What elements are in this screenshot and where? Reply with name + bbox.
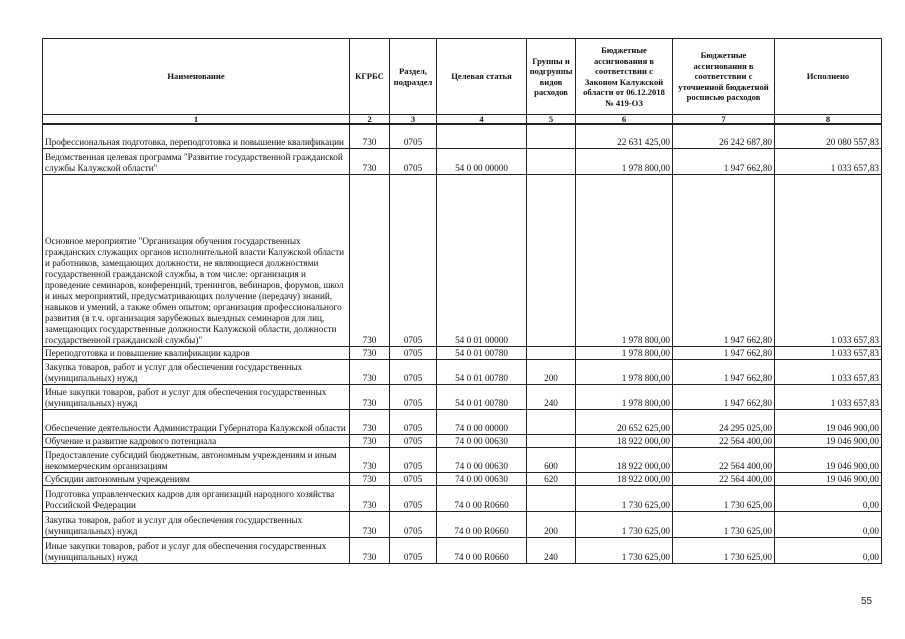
row-name: Ведомственная целевая программа "Развитие государственной гражданской службы Калужской области" xyxy=(43,148,350,174)
row-name: Закупка товаров, работ и услуг для обеспечения государственных (муниципальных) нужд xyxy=(43,359,350,384)
row-name: Профессиональная подготовка, переподготовка и повышение квалификации xyxy=(43,124,350,148)
row-kgrbs: 730 xyxy=(350,384,390,409)
row-kgrbs: 730 xyxy=(350,174,390,346)
header-executed: Исполнено xyxy=(775,39,882,115)
row-refined-amount: 26 242 687,80 xyxy=(673,124,775,148)
row-target-item: 74 0 00 R0660 xyxy=(437,485,527,511)
row-executed-amount: 19 046 900,00 xyxy=(775,447,882,472)
row-name: Обучение и развитие кадрового потенциала xyxy=(43,434,350,447)
row-executed-amount: 20 080 557,83 xyxy=(775,124,882,148)
row-section: 0705 xyxy=(390,174,437,346)
column-number: 5 xyxy=(527,115,576,125)
header-law-allocations: Бюджетные ассигнования в соответствии с Законом Калужской области от 06.12.2018 № 419-ОЗ xyxy=(576,39,673,115)
row-executed-amount: 1 033 657,83 xyxy=(775,384,882,409)
row-expense-group: 600 xyxy=(527,447,576,472)
row-name: Субсидии автономным учреждениям xyxy=(43,472,350,485)
header-kgrbs: КГРБС xyxy=(350,39,390,115)
row-refined-amount: 1 947 662,80 xyxy=(673,359,775,384)
row-name: Иные закупки товаров, работ и услуг для обеспечения государственных (муниципальных) нужд xyxy=(43,537,350,563)
row-law-amount: 1 730 625,00 xyxy=(576,485,673,511)
row-name: Подготовка управленческих кадров для организаций народного хозяйства Российской Федерации xyxy=(43,485,350,511)
row-law-amount: 22 631 425,00 xyxy=(576,124,673,148)
table-row xyxy=(43,409,882,434)
row-law-amount: 18 922 000,00 xyxy=(576,447,673,472)
row-executed-amount: 19 046 900,00 xyxy=(775,434,882,447)
table-row xyxy=(43,359,882,384)
row-target-item: 54 0 01 00780 xyxy=(437,346,527,359)
row-kgrbs: 730 xyxy=(350,409,390,434)
row-target-item: 54 0 01 00000 xyxy=(437,174,527,346)
header-section: Раздел, подраздел xyxy=(390,39,437,115)
row-target-item: 54 0 01 00780 xyxy=(437,359,527,384)
table-row xyxy=(43,511,882,537)
row-section: 0705 xyxy=(390,148,437,174)
row-section: 0705 xyxy=(390,346,437,359)
row-expense-group: 200 xyxy=(527,359,576,384)
row-kgrbs: 730 xyxy=(350,485,390,511)
row-target-item: 74 0 00 00000 xyxy=(437,409,527,434)
row-target-item: 54 0 00 00000 xyxy=(437,148,527,174)
header-expense-group: Группы и подгруппы видов расходов xyxy=(527,39,576,115)
row-refined-amount: 1 730 625,00 xyxy=(673,537,775,563)
row-refined-amount: 1 730 625,00 xyxy=(673,485,775,511)
row-target-item: 74 0 00 R0660 xyxy=(437,511,527,537)
row-refined-amount: 1 730 625,00 xyxy=(673,511,775,537)
table-row xyxy=(43,434,882,447)
page-number: 55 xyxy=(861,596,873,607)
row-law-amount: 18 922 000,00 xyxy=(576,472,673,485)
row-section: 0705 xyxy=(390,409,437,434)
row-law-amount: 1 730 625,00 xyxy=(576,537,673,563)
row-section: 0705 xyxy=(390,384,437,409)
row-expense-group: 240 xyxy=(527,384,576,409)
column-number: 3 xyxy=(390,115,437,125)
header-target-item: Целевая статья xyxy=(437,39,527,115)
row-law-amount: 1 978 800,00 xyxy=(576,384,673,409)
table-row xyxy=(43,346,882,359)
row-kgrbs: 730 xyxy=(350,447,390,472)
row-executed-amount: 1 033 657,83 xyxy=(775,174,882,346)
row-kgrbs: 730 xyxy=(350,124,390,148)
header-name: Наименование xyxy=(43,39,350,115)
row-target-item: 74 0 00 00630 xyxy=(437,434,527,447)
row-kgrbs: 730 xyxy=(350,148,390,174)
row-kgrbs: 730 xyxy=(350,346,390,359)
row-expense-group xyxy=(527,485,576,511)
budget-table xyxy=(42,38,882,564)
row-executed-amount: 0,00 xyxy=(775,537,882,563)
row-expense-group xyxy=(527,124,576,148)
row-target-item: 74 0 00 R0660 xyxy=(437,537,527,563)
row-executed-amount: 0,00 xyxy=(775,511,882,537)
table-row xyxy=(43,485,882,511)
row-name: Основное мероприятие "Организация обучения государственных гражданских служащих органов исполнительной власти Калужской области и работников, замещающих должности, не являющиеся должностями государственной гражданской службы, в том числе: организация и проведение семинаров, конференций, тренингов, вебинаров, форумов, школ и иных мероприятий, предусматривающих получение (передачу) знаний, навыков и умений, а также обмен опытом; организация профессионального развития (в т.ч. организация зарубежных выездных семинаров для лиц, замещающих государственные должности Калужской области, должности государственной гражданской службы)" xyxy=(43,174,350,346)
row-expense-group: 240 xyxy=(527,537,576,563)
row-law-amount: 1 978 800,00 xyxy=(576,148,673,174)
column-number: 4 xyxy=(437,115,527,125)
row-law-amount: 1 730 625,00 xyxy=(576,511,673,537)
row-executed-amount: 19 046 900,00 xyxy=(775,409,882,434)
column-number: 8 xyxy=(775,115,882,125)
row-refined-amount: 22 564 400,00 xyxy=(673,434,775,447)
row-target-item: 74 0 00 00630 xyxy=(437,472,527,485)
row-executed-amount: 0,00 xyxy=(775,485,882,511)
table-row xyxy=(43,447,882,472)
row-section: 0705 xyxy=(390,124,437,148)
row-executed-amount: 1 033 657,83 xyxy=(775,346,882,359)
table-row xyxy=(43,148,882,174)
row-kgrbs: 730 xyxy=(350,359,390,384)
row-section: 0705 xyxy=(390,447,437,472)
row-refined-amount: 22 564 400,00 xyxy=(673,472,775,485)
row-name: Переподготовка и повышение квалификации кадров xyxy=(43,346,350,359)
row-law-amount: 1 978 800,00 xyxy=(576,359,673,384)
row-target-item xyxy=(437,124,527,148)
header-refined-allocations: Бюджетные ассигнования в соответствии с уточненной бюджетной росписью расходов xyxy=(673,39,775,115)
row-section: 0705 xyxy=(390,434,437,447)
table-row xyxy=(43,384,882,409)
row-refined-amount: 1 947 662,80 xyxy=(673,174,775,346)
row-section: 0705 xyxy=(390,537,437,563)
column-number-row xyxy=(43,115,882,125)
row-expense-group: 200 xyxy=(527,511,576,537)
row-expense-group: 620 xyxy=(527,472,576,485)
row-refined-amount: 1 947 662,80 xyxy=(673,384,775,409)
table-row xyxy=(43,174,882,346)
row-section: 0705 xyxy=(390,485,437,511)
row-target-item: 54 0 01 00780 xyxy=(437,384,527,409)
row-section: 0705 xyxy=(390,359,437,384)
row-law-amount: 20 652 625,00 xyxy=(576,409,673,434)
row-law-amount: 1 978 800,00 xyxy=(576,174,673,346)
table-row xyxy=(43,472,882,485)
column-number: 7 xyxy=(673,115,775,125)
row-executed-amount: 1 033 657,83 xyxy=(775,148,882,174)
column-number: 1 xyxy=(43,115,350,125)
row-expense-group xyxy=(527,346,576,359)
row-expense-group xyxy=(527,434,576,447)
row-name: Предоставление субсидий бюджетным, автономным учреждениям и иным некоммерческим организациям xyxy=(43,447,350,472)
row-kgrbs: 730 xyxy=(350,472,390,485)
row-refined-amount: 22 564 400,00 xyxy=(673,447,775,472)
column-number: 2 xyxy=(350,115,390,125)
row-expense-group xyxy=(527,174,576,346)
row-name: Обеспечение деятельности Администрации Губернатора Калужской области xyxy=(43,409,350,434)
row-kgrbs: 730 xyxy=(350,537,390,563)
row-name: Иные закупки товаров, работ и услуг для обеспечения государственных (муниципальных) нужд xyxy=(43,384,350,409)
row-kgrbs: 730 xyxy=(350,511,390,537)
header-row xyxy=(43,39,882,115)
row-law-amount: 1 978 800,00 xyxy=(576,346,673,359)
row-executed-amount: 1 033 657,83 xyxy=(775,359,882,384)
row-name: Закупка товаров, работ и услуг для обеспечения государственных (муниципальных) нужд xyxy=(43,511,350,537)
row-target-item: 74 0 00 00630 xyxy=(437,447,527,472)
table-row xyxy=(43,537,882,563)
row-kgrbs: 730 xyxy=(350,434,390,447)
row-law-amount: 18 922 000,00 xyxy=(576,434,673,447)
row-expense-group xyxy=(527,409,576,434)
row-refined-amount: 1 947 662,80 xyxy=(673,346,775,359)
row-refined-amount: 24 295 025,00 xyxy=(673,409,775,434)
row-section: 0705 xyxy=(390,472,437,485)
column-number: 6 xyxy=(576,115,673,125)
row-expense-group xyxy=(527,148,576,174)
row-refined-amount: 1 947 662,80 xyxy=(673,148,775,174)
row-executed-amount: 19 046 900,00 xyxy=(775,472,882,485)
row-section: 0705 xyxy=(390,511,437,537)
table-row xyxy=(43,124,882,148)
